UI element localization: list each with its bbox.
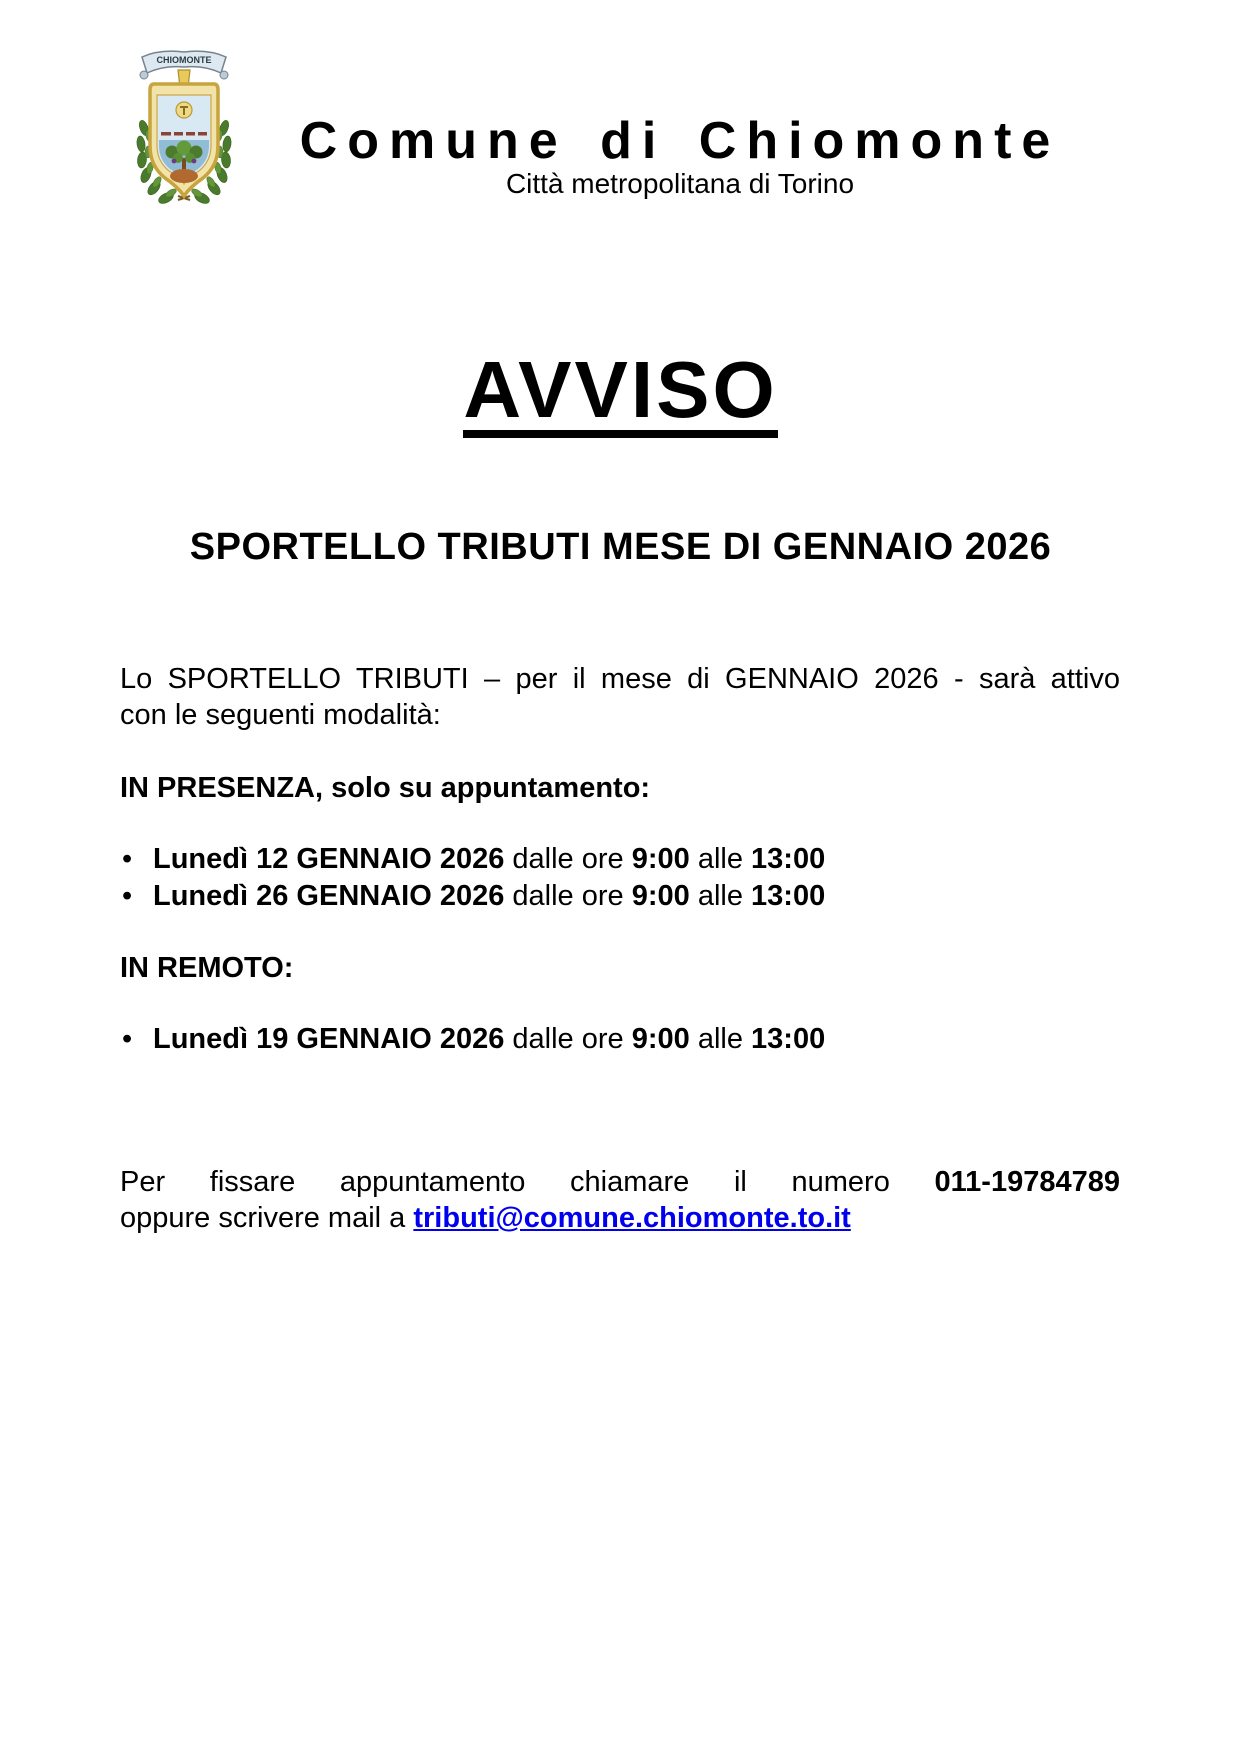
notice-title-wrap — [0, 345, 1241, 438]
appointment-date: Lunedì 19 GENNAIO 2026 — [153, 1023, 505, 1055]
appointment-date: Lunedì 12 GENNAIO 2026 — [153, 843, 505, 875]
appointment-item — [120, 1021, 1120, 1058]
appointment-item — [120, 841, 1120, 878]
appointment-time-start: 9:00 — [631, 843, 690, 875]
email-link[interactable]: tributi@comune.chiomonte.to.it — [413, 1202, 851, 1234]
contact-email-text: oppure scrivere mail a — [120, 1202, 406, 1234]
intro-line-1: Lo SPORTELLO TRIBUTI – per il mese di GENNAIO 2026 - sarà attivo — [120, 663, 1120, 695]
bullet-icon: • — [122, 880, 133, 912]
intro-paragraph — [120, 661, 1120, 733]
contact-paragraph — [120, 1164, 1120, 1236]
in-remoto-list — [120, 1021, 1120, 1058]
appointment-time-end: 13:00 — [751, 1023, 826, 1055]
phone-number: 011-19784789 — [934, 1166, 1120, 1198]
appointment-connector: alle — [697, 880, 743, 912]
appointment-connector: alle — [697, 1023, 743, 1055]
in-presenza-heading: IN PRESENZA, solo su appuntamento: — [120, 772, 651, 804]
appointment-connector: dalle ore — [512, 843, 624, 875]
contact-phone-text: Per fissare appuntamento chiamare il numero — [120, 1166, 890, 1198]
crest-banner-text: CHIOMONTE — [156, 55, 212, 65]
contact-line-2 — [120, 1200, 1120, 1236]
notice-subject: SPORTELLO TRIBUTI MESE DI GENNAIO 2026 — [189, 526, 1052, 568]
appointment-time-start: 9:00 — [631, 1023, 690, 1055]
appointment-connector: alle — [697, 843, 743, 875]
appointment-connector: dalle ore — [512, 1023, 624, 1055]
appointment-date: Lunedì 26 GENNAIO 2026 — [153, 880, 505, 912]
contact-line-1 — [120, 1164, 1120, 1200]
appointment-connector: dalle ore — [512, 880, 624, 912]
municipality-subtitle: Città metropolitana di Torino — [505, 168, 855, 199]
municipal-crest-icon — [128, 48, 240, 208]
bullet-icon: • — [122, 843, 133, 875]
appointment-time-start: 9:00 — [631, 880, 690, 912]
bullet-icon: • — [122, 1023, 133, 1055]
notice-title: AVVISO — [463, 350, 777, 438]
appointment-time-end: 13:00 — [751, 843, 826, 875]
in-presenza-list — [120, 841, 1120, 915]
intro-line-2: con le seguenti modalità: — [120, 699, 441, 731]
appointment-item — [120, 878, 1120, 915]
in-remoto-heading: IN REMOTO: — [120, 952, 294, 984]
municipality-title: Comune di Chiomonte — [299, 111, 1061, 170]
appointment-time-end: 13:00 — [751, 880, 826, 912]
